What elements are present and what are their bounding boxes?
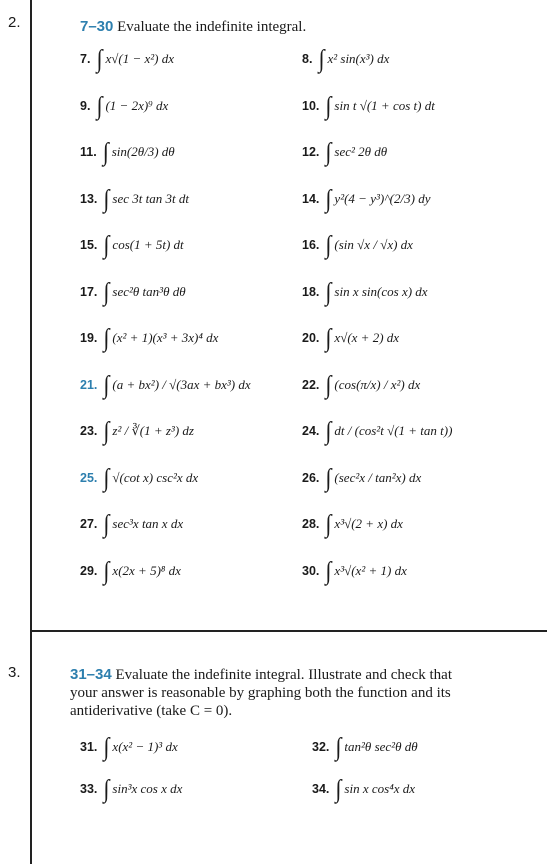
integral-sign: ∫: [103, 183, 110, 213]
problem-7: [80, 42, 174, 76]
problem-number: 34.: [312, 782, 330, 796]
integral-sign: ∫: [103, 276, 110, 306]
section-2-heading: [80, 18, 306, 36]
section-3-number: 3.: [8, 664, 21, 681]
section-2-number: 2.: [8, 14, 21, 31]
integral-sign: ∫: [102, 137, 109, 166]
integrand-expression: (x² + 1)(x³ + 3x)⁴ dx: [112, 330, 219, 345]
problem-26: [302, 461, 421, 495]
problem-number: 18.: [302, 284, 320, 299]
problem-number: 30.: [302, 563, 320, 578]
integrand-expression: sin x cos⁴x dx: [344, 781, 416, 796]
integrand-expression: z² / ∛(1 + z³) dz: [112, 423, 194, 438]
problem-number: 25.: [80, 470, 98, 485]
integrand-expression: y²(4 − y³)^(2/3) dy: [334, 190, 431, 206]
integrand-expression: (cos(π/x) / x²) dx: [334, 376, 421, 392]
integrand-expression: x(x² − 1)³ dx: [112, 739, 178, 754]
integral-sign: ∫: [103, 462, 110, 492]
integrand-expression: sec² 2θ dθ: [334, 144, 388, 159]
integrand-expression: sec 3t tan 3t dt: [112, 190, 189, 206]
section-3-heading-line-3: antiderivative (take C = 0).: [70, 703, 233, 719]
section-3-heading-line-1: Evaluate the indefinite integral. Illustrate and check that: [115, 667, 452, 683]
integrand-expression: cos(1 + 5t) dt: [112, 237, 184, 252]
problem-15: [80, 228, 184, 262]
problem-25: [80, 461, 198, 495]
integral-sign: ∫: [103, 369, 110, 399]
section-divider: [30, 630, 547, 632]
integral-sign: ∫: [103, 774, 110, 803]
problem-number: 16.: [302, 238, 320, 252]
integrand-expression: √(cot x) csc²x dx: [112, 469, 199, 485]
problem-number: 9.: [80, 98, 91, 113]
integrand-expression: (a + bx²) / √(3ax + bx³) dx: [112, 376, 251, 392]
problem-number: 14.: [302, 191, 320, 206]
problem-23: [80, 414, 194, 448]
integral-sign: ∫: [325, 416, 332, 445]
integral-sign: ∫: [325, 90, 332, 120]
problem-number: 17.: [80, 284, 98, 299]
problem-number: 8.: [302, 52, 313, 66]
problem-number: 31.: [80, 740, 98, 754]
problem-20: [302, 321, 399, 355]
section-2-range: 7–30: [80, 18, 114, 35]
problem-number: 32.: [312, 740, 330, 754]
integrand-expression: sin³x cos x dx: [112, 781, 183, 796]
problem-number: 7.: [80, 52, 91, 66]
problem-number: 21.: [80, 377, 98, 392]
problem-14: [302, 182, 430, 216]
problem-18: [302, 275, 428, 309]
integrand-expression: x(2x + 5)⁸ dx: [112, 562, 181, 578]
problem-number: 22.: [302, 377, 320, 392]
problem-32: [312, 730, 418, 764]
integrand-expression: sin(2θ/3) dθ: [111, 144, 175, 159]
integral-sign: ∫: [325, 509, 332, 538]
problem-number: 26.: [302, 470, 320, 485]
problem-number: 28.: [302, 517, 320, 531]
integral-sign: ∫: [318, 44, 325, 73]
section-3-heading-line-2: your answer is reasonable by graphing both the function and its: [70, 685, 451, 701]
integral-sign: ∫: [103, 509, 110, 538]
integrand-expression: tan²θ sec²θ dθ: [344, 739, 418, 754]
integrand-expression: sec²θ tan³θ dθ: [112, 283, 186, 299]
problem-27: [80, 507, 183, 541]
problem-24: [302, 414, 452, 448]
integral-sign: ∫: [325, 230, 332, 259]
problem-31: [80, 730, 178, 764]
problem-10: [302, 89, 435, 123]
integral-sign: ∫: [96, 90, 103, 120]
problem-number: 10.: [302, 98, 320, 113]
problem-12: [302, 135, 387, 169]
integrand-expression: (1 − 2x)⁹ dx: [105, 97, 169, 113]
problem-number: 20.: [302, 331, 320, 345]
problem-13: [80, 182, 189, 216]
integral-sign: ∫: [325, 323, 332, 352]
problem-number: 29.: [80, 563, 98, 578]
problem-number: 13.: [80, 191, 98, 206]
section-3-range: 31–34: [70, 666, 112, 683]
integral-sign: ∫: [325, 276, 332, 306]
integral-sign: ∫: [335, 774, 342, 803]
integrand-expression: sin t √(1 + cos t) dt: [334, 97, 435, 113]
problem-29: [80, 554, 181, 588]
integral-sign: ∫: [325, 137, 332, 166]
integrand-expression: (sec²x / tan²x) dx: [334, 469, 422, 485]
problem-11: [80, 135, 175, 169]
integrand-expression: x³√(2 + x) dx: [334, 516, 403, 531]
integrand-expression: x³√(x² + 1) dx: [334, 562, 407, 578]
problem-number: 19.: [80, 331, 98, 345]
integral-sign: ∫: [103, 230, 110, 259]
integrand-expression: sec³x tan x dx: [112, 516, 184, 531]
integrand-expression: x√(x + 2) dx: [334, 330, 400, 345]
problem-number: 12.: [302, 145, 320, 159]
integral-sign: ∫: [103, 555, 110, 585]
integral-sign: ∫: [325, 555, 332, 585]
integrand-expression: x² sin(x³) dx: [327, 51, 390, 66]
problem-number: 24.: [302, 424, 320, 438]
section-3-heading: [70, 666, 540, 720]
problem-30: [302, 554, 407, 588]
integral-sign: ∫: [103, 323, 110, 352]
integrand-expression: dt / (cos²t √(1 + tan t)): [334, 423, 453, 438]
integral-sign: ∫: [103, 732, 110, 761]
integral-sign: ∫: [325, 462, 332, 492]
problem-number: 15.: [80, 238, 98, 252]
problem-22: [302, 368, 420, 402]
integrand-expression: (sin √x / √x) dx: [334, 237, 413, 252]
integrand-expression: x√(1 − x²) dx: [105, 51, 174, 66]
integral-sign: ∫: [103, 416, 110, 445]
problem-16: [302, 228, 413, 262]
problem-number: 33.: [80, 782, 98, 796]
section-2-heading-text: Evaluate the indefinite integral.: [117, 19, 307, 35]
problem-17: [80, 275, 186, 309]
integral-sign: ∫: [335, 732, 342, 761]
problem-9: [80, 89, 168, 123]
problem-33: [80, 772, 182, 806]
problem-number: 27.: [80, 517, 98, 531]
integral-sign: ∫: [325, 369, 332, 399]
problem-34: [312, 772, 415, 806]
problem-21: [80, 368, 251, 402]
problem-28: [302, 507, 403, 541]
problem-8: [302, 42, 389, 76]
problem-number: 23.: [80, 424, 98, 438]
integral-sign: ∫: [96, 44, 103, 73]
integrand-expression: sin x sin(cos x) dx: [334, 283, 428, 299]
integral-sign: ∫: [325, 183, 332, 213]
problem-number: 11.: [80, 145, 97, 159]
problem-19: [80, 321, 218, 355]
